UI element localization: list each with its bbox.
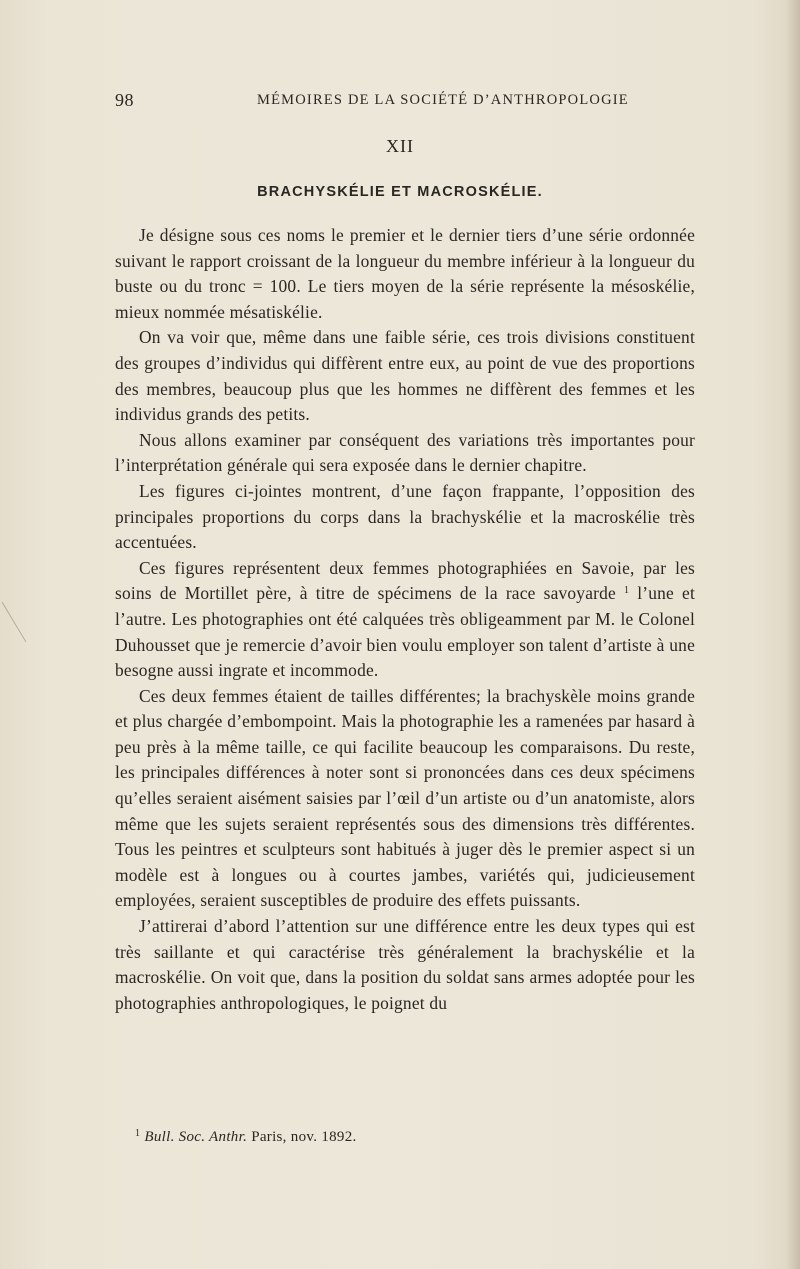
- paragraph: On va voir que, même dans une faible série, ces trois divisions constituent des groupes d’individus qui diffèrent entre eux, au point de vue des proportions des membres, beaucoup plus que les hommes ne diffèrent des femmes et les individus grands des petits.: [115, 327, 695, 425]
- page-number: 98: [115, 90, 134, 110]
- paragraph: Les figures ci-jointes montrent, d’une façon frappante, l’opposition des principales proportions du corps dans la brachyskélie et la macroskélie très accentuées.: [115, 480, 695, 553]
- paragraph: Nous allons examiner par conséquent des variations très importantes pour l’interprétation générale qui sera exposée dans le dernier chapitre.: [115, 429, 695, 476]
- paragraph: J’attirerai d’abord l’attention sur une différence entre les deux types qui est très saillante et qui caractérise très généralement la brachyskélie et la macroskélie. On voit que, dans la position du soldat sans armes adoptée pour les photographies anthropologiques, le poignet du: [115, 916, 695, 1013]
- paragraph-text: Ces figures représentent deux femmes photographiées en Savoie, par les soins de Mortillet père, à titre de spécimens de la race savoyarde: [115, 557, 695, 604]
- footnote: [135, 1129, 695, 1146]
- footnote-source: Bull. Soc. Anthr.: [144, 1129, 248, 1145]
- running-title: MÉMOIRES DE LA SOCIÉTÉ D’ANTHROPOLOGIE: [257, 92, 629, 108]
- pencil-mark: [0, 600, 30, 650]
- paragraph: [115, 556, 695, 684]
- paragraph-text: l’une et l’autre. Les photographies ont été calquées très obligeamment par M. le Colonel Duhousset que je remercie d’avoir bien voulu employer son talent d’artiste à une besogne aussi ingrate et incommode.: [115, 583, 695, 681]
- paragraph: Je désigne sous ces noms le premier et le dernier tiers d’une série ordonnée suivant le rapport croissant de la longueur du membre inférieur à la longueur du buste ou du tronc = 100. Le tiers moyen de la série représente la mésoskélie, mieux nommée mésatiskélie.: [115, 225, 695, 322]
- footnote-details: Paris, nov. 1892.: [251, 1129, 357, 1145]
- running-head: [115, 90, 687, 114]
- paragraph: Ces deux femmes étaient de tailles différentes; la brachyskèle moins grande et plus chargée d’embompoint. Mais la photographie les a ramenées par hasard à peu près à la même taille, ce qui facilite beaucoup les comparaisons. Du reste, les principales différences à noter sont si prononcées dans ces deux spécimens qu’elles seraient aisément saisies par l’œil d’un artiste ou d’un anatomiste, alors même que les sujets seraient représentés sous des dimensions très différentes. Tous les peintres et sculpteurs sont habitués à juger dès le premier aspect si un modèle est à longues ou à courtes jambes, variétés qui, judicieusement employées, seraient susceptibles de produire des effets puissants.: [115, 685, 695, 911]
- footnote-reference[interactable]: 1: [623, 585, 630, 597]
- section-title: BRACHYSKÉLIE ET MACROSKÉLIE.: [257, 184, 543, 200]
- body-text: [115, 223, 695, 1016]
- footnote-marker: 1: [135, 1128, 141, 1139]
- section-number: XII: [386, 136, 414, 156]
